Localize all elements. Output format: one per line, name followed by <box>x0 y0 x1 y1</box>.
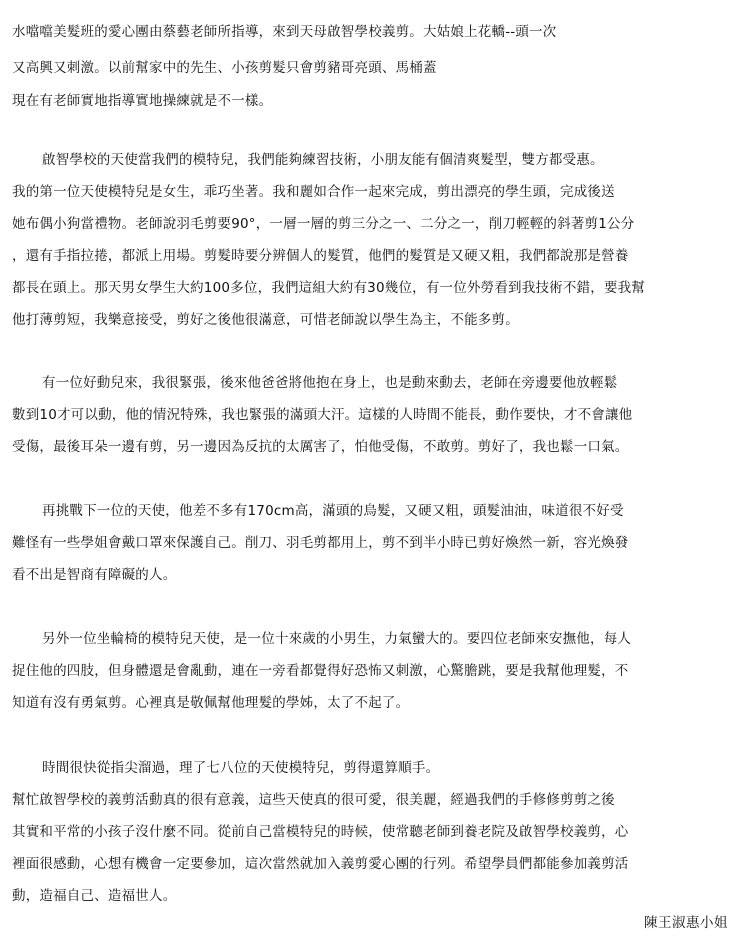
paragraph-5-line-2: 捉住他的四肢，但身體還是會亂動，連在一旁看都覺得好恐怖又刺激，心驚膽跳，要是我幫他理髮，不 <box>12 663 629 679</box>
paragraph-3-line-1: 有一位好動兒來，我很緊張，後來他爸爸將他抱在身上，也是動來動去，老師在旁邊要他放輕鬆 <box>42 375 618 391</box>
paragraph-4-line-1: 再挑戰下一位的天使，他差不多有170cm高，滿頭的烏髮，又硬又粗，頭髮油油，味道很不好受 <box>42 503 624 519</box>
paragraph-3-line-3: 受傷，最後耳朵一邊有剪，另一邊因為反抗的太厲害了，怕他受傷，不敢剪。剪好了，我也鬆一口氣。 <box>12 439 629 455</box>
paragraph-5-line-1: 另外一位坐輪椅的模特兒天使，是一位十來歲的小男生，力氣蠻大的。要四位老師來安撫他，每人 <box>42 631 632 647</box>
paragraph-4-line-3: 看不出是智商有障礙的人。 <box>12 567 177 583</box>
paragraph-1-line-2: 又高興又刺激。以前幫家中的先生、小孩剪髮只會剪豬哥亮頭、馬桶蓋 <box>12 60 437 76</box>
paragraph-6-line-3: 其實和平常的小孩子沒什麼不同。從前自己當模特兒的時候，使常聽老師到養老院及啟智學校義剪，心 <box>12 824 629 840</box>
paragraph-2-line-3: 她布偶小狗當禮物。老師說羽毛剪要90°，一層一層的剪三分之一、二分之一，削刀輕輕的斜著剪1公分 <box>12 216 635 232</box>
paragraph-2-line-4: ，還有手指拉捲，都派上用場。剪髮時要分辨個人的髮質，他們的髮質是又硬又粗，我們都說那是營養 <box>12 248 629 264</box>
paragraph-2-line-5: 都長在頭上。那天男女學生大約100多位，我們這組大約有30幾位，有一位外勞看到我技術不錯，要我幫 <box>12 280 646 296</box>
paragraph-1-line-3: 現在有老師實地指導實地操練就是不一樣。 <box>12 93 273 109</box>
paragraph-4-line-2: 難怪有一些學姐會戴口罩來保護自己。削刀、羽毛剪都用上，剪不到半小時已剪好煥然一新，容光煥發 <box>12 535 629 551</box>
paragraph-6-line-5: 動，造福自己、造福世人。 <box>12 888 177 904</box>
paragraph-6-line-4: 裡面很感動，心想有機會一定要參加，這次當然就加入義剪愛心團的行列。希望學員們都能參加義剪活 <box>12 856 629 872</box>
paragraph-6-line-2: 幫忙啟智學校的義剪活動真的很有意義，這些天使真的很可愛，很美麗，經過我們的手修修剪剪之後 <box>12 792 615 808</box>
signature: 陳王淑惠小姐 <box>644 915 728 931</box>
paragraph-2-line-2: 我的第一位天使模特兒是女生，乖巧坐著。我和麗如合作一起來完成，剪出漂亮的學生頭，完成後送 <box>12 184 615 200</box>
paragraph-2-line-1: 啟智學校的天使當我們的模特兒，我們能夠練習技術，小朋友能有個清爽髮型，雙方都受惠。 <box>42 152 604 168</box>
paragraph-2-line-6: 他打薄剪短，我樂意接受，剪好之後他很滿意，可惜老師說以學生為主，不能多剪。 <box>12 312 519 328</box>
paragraph-6-line-1: 時間很快從指尖溜過，理了七八位的天使模特兒，剪得還算順手。 <box>42 760 440 776</box>
paragraph-5-line-3: 知道有沒有勇氣剪。心裡真是敬佩幫他理髮的學姊，太了不起了。 <box>12 695 410 711</box>
paragraph-3-line-2: 數到10才可以動，他的情況特殊，我也緊張的滿頭大汗。這樣的人時間不能長，動作要快，才不會讓他 <box>12 407 633 423</box>
paragraph-1-line-1: 水噹噹美髮班的愛心團由蔡藝老師所指導，來到天母啟智學校義剪。大姑娘上花轎--頭一次 <box>12 24 557 40</box>
